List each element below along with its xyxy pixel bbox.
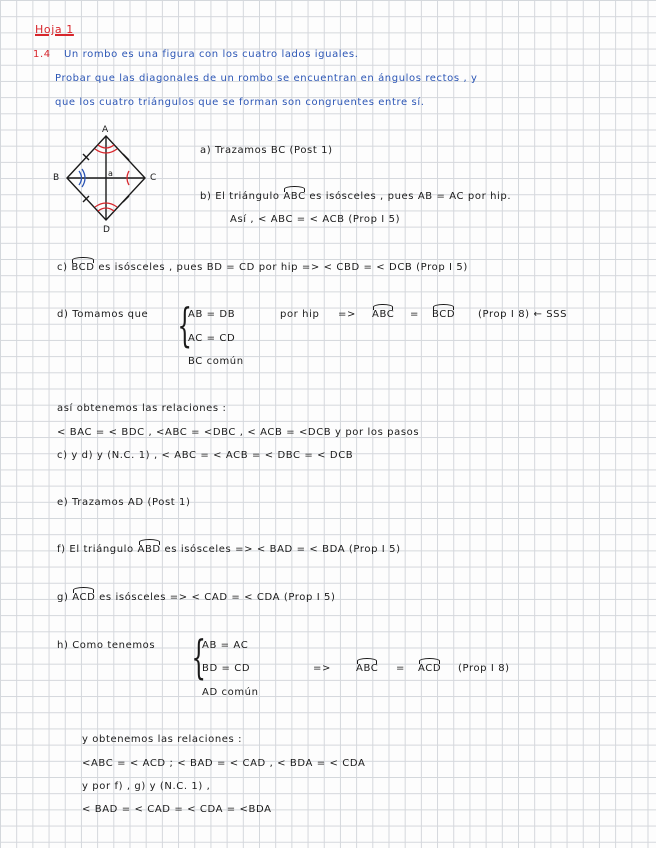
- problem-line-2: Probar que las diagonales de un rombo se encuentran en ángulos rectos , y: [55, 73, 478, 84]
- vertex-label-b: B: [53, 173, 60, 183]
- angle-abd: ABD: [137, 544, 161, 555]
- angle-bcd: BCD: [71, 262, 95, 273]
- step-h-prefix: h) Como tenemos: [57, 640, 156, 651]
- step-d-equals: =: [410, 309, 419, 320]
- step-h-eq-2: BD = CD: [202, 663, 251, 674]
- step-h-equals: =: [396, 663, 405, 674]
- final-relations-line-3: < BAD = < CAD = < CDA = <BDA: [82, 804, 272, 815]
- vertex-label-a: A: [102, 125, 109, 135]
- problem-number: 1.4: [33, 49, 51, 60]
- step-d-eq-3: BC común: [188, 356, 244, 367]
- step-b-suffix: es isósceles , pues AB = AC por hip.: [305, 191, 512, 202]
- final-relations-line-2: y por f) , g) y (N.C. 1) ,: [82, 781, 211, 792]
- center-label: a: [108, 169, 114, 178]
- step-h-angle-2: [418, 663, 441, 675]
- step-g-suffix: es isósceles => < CAD = < CDA (Prop I 5): [95, 592, 336, 603]
- final-relations-intro: y obtenemos las relaciones :: [82, 734, 243, 745]
- relations-line-2: c) y d) y (N.C. 1) , < ABC = < ACB = < DBC = < DCB: [57, 450, 354, 461]
- step-f: [57, 544, 401, 556]
- step-d-prefix: d) Tomamos que: [57, 309, 149, 320]
- step-h-angle-1: [356, 663, 378, 675]
- step-h-brace: {: [191, 630, 206, 684]
- step-c-prefix: c): [57, 262, 72, 273]
- problem-line-3: que los cuatro triángulos que se forman son congruentes entre sí.: [55, 97, 425, 108]
- final-relations-line-1: <ABC = < ACD ; < BAD = < CAD , < BDA = < CDA: [82, 758, 366, 769]
- angle-acd-2: ACD: [418, 663, 442, 674]
- step-d-angle-1: [372, 309, 394, 321]
- step-f-prefix: f) El triángulo: [57, 544, 138, 555]
- step-e: e) Trazamos AD (Post 1): [57, 497, 191, 508]
- step-h-arrow: =>: [313, 663, 331, 674]
- step-d-suffix: (Prop I 8) ← SSS: [478, 309, 568, 320]
- step-d-eq-2: AC = CD: [188, 333, 236, 344]
- angle-abc-3: ABC: [356, 663, 379, 674]
- step-d-hip: por hip: [280, 309, 320, 320]
- step-d-eq-1: AB = DB: [188, 309, 236, 320]
- tick-ac: [123, 154, 129, 160]
- step-h-eq-1: AB = AC: [202, 640, 249, 651]
- sheet-title: Hoja 1: [35, 23, 74, 36]
- step-g: [57, 592, 336, 604]
- angle-acd: ACD: [72, 592, 96, 603]
- angle-abc: ABC: [283, 191, 306, 202]
- step-g-prefix: g): [57, 592, 73, 603]
- step-a: a) Trazamos BC (Post 1): [200, 145, 333, 156]
- step-b-prefix: b) El triángulo: [200, 191, 284, 202]
- step-c-suffix: es isósceles , pues BD = CD por hip => < CBD = < DCB (Prop I 5): [94, 262, 468, 273]
- step-b-line-1: [200, 191, 511, 203]
- step-d-arrow: =>: [338, 309, 356, 320]
- angle-abc-2: ABC: [372, 309, 395, 320]
- relations-line-1: < BAC = < BDC , <ABC = <DBC , < ACB = <DCB y por los pasos: [57, 427, 420, 438]
- step-b-line-2: Así , < ABC = < ACB (Prop I 5): [230, 214, 401, 225]
- step-c: [57, 262, 468, 274]
- vertex-label-c: C: [150, 173, 157, 183]
- step-f-suffix: es isósceles => < BAD = < BDA (Prop I 5): [160, 544, 401, 555]
- problem-line-1: Un rombo es una figura con los cuatro lados iguales.: [64, 49, 359, 60]
- step-h-eq-3: AD común: [202, 687, 259, 698]
- tick-cd: [123, 196, 129, 202]
- step-d-angle-2: [432, 309, 455, 321]
- step-h-suffix: (Prop I 8): [458, 663, 510, 674]
- angle-bcd-2: BCD: [432, 309, 456, 320]
- relations-intro: así obtenemos las relaciones :: [57, 403, 227, 414]
- step-d-brace: {: [177, 298, 192, 352]
- vertex-label-d: D: [103, 225, 111, 235]
